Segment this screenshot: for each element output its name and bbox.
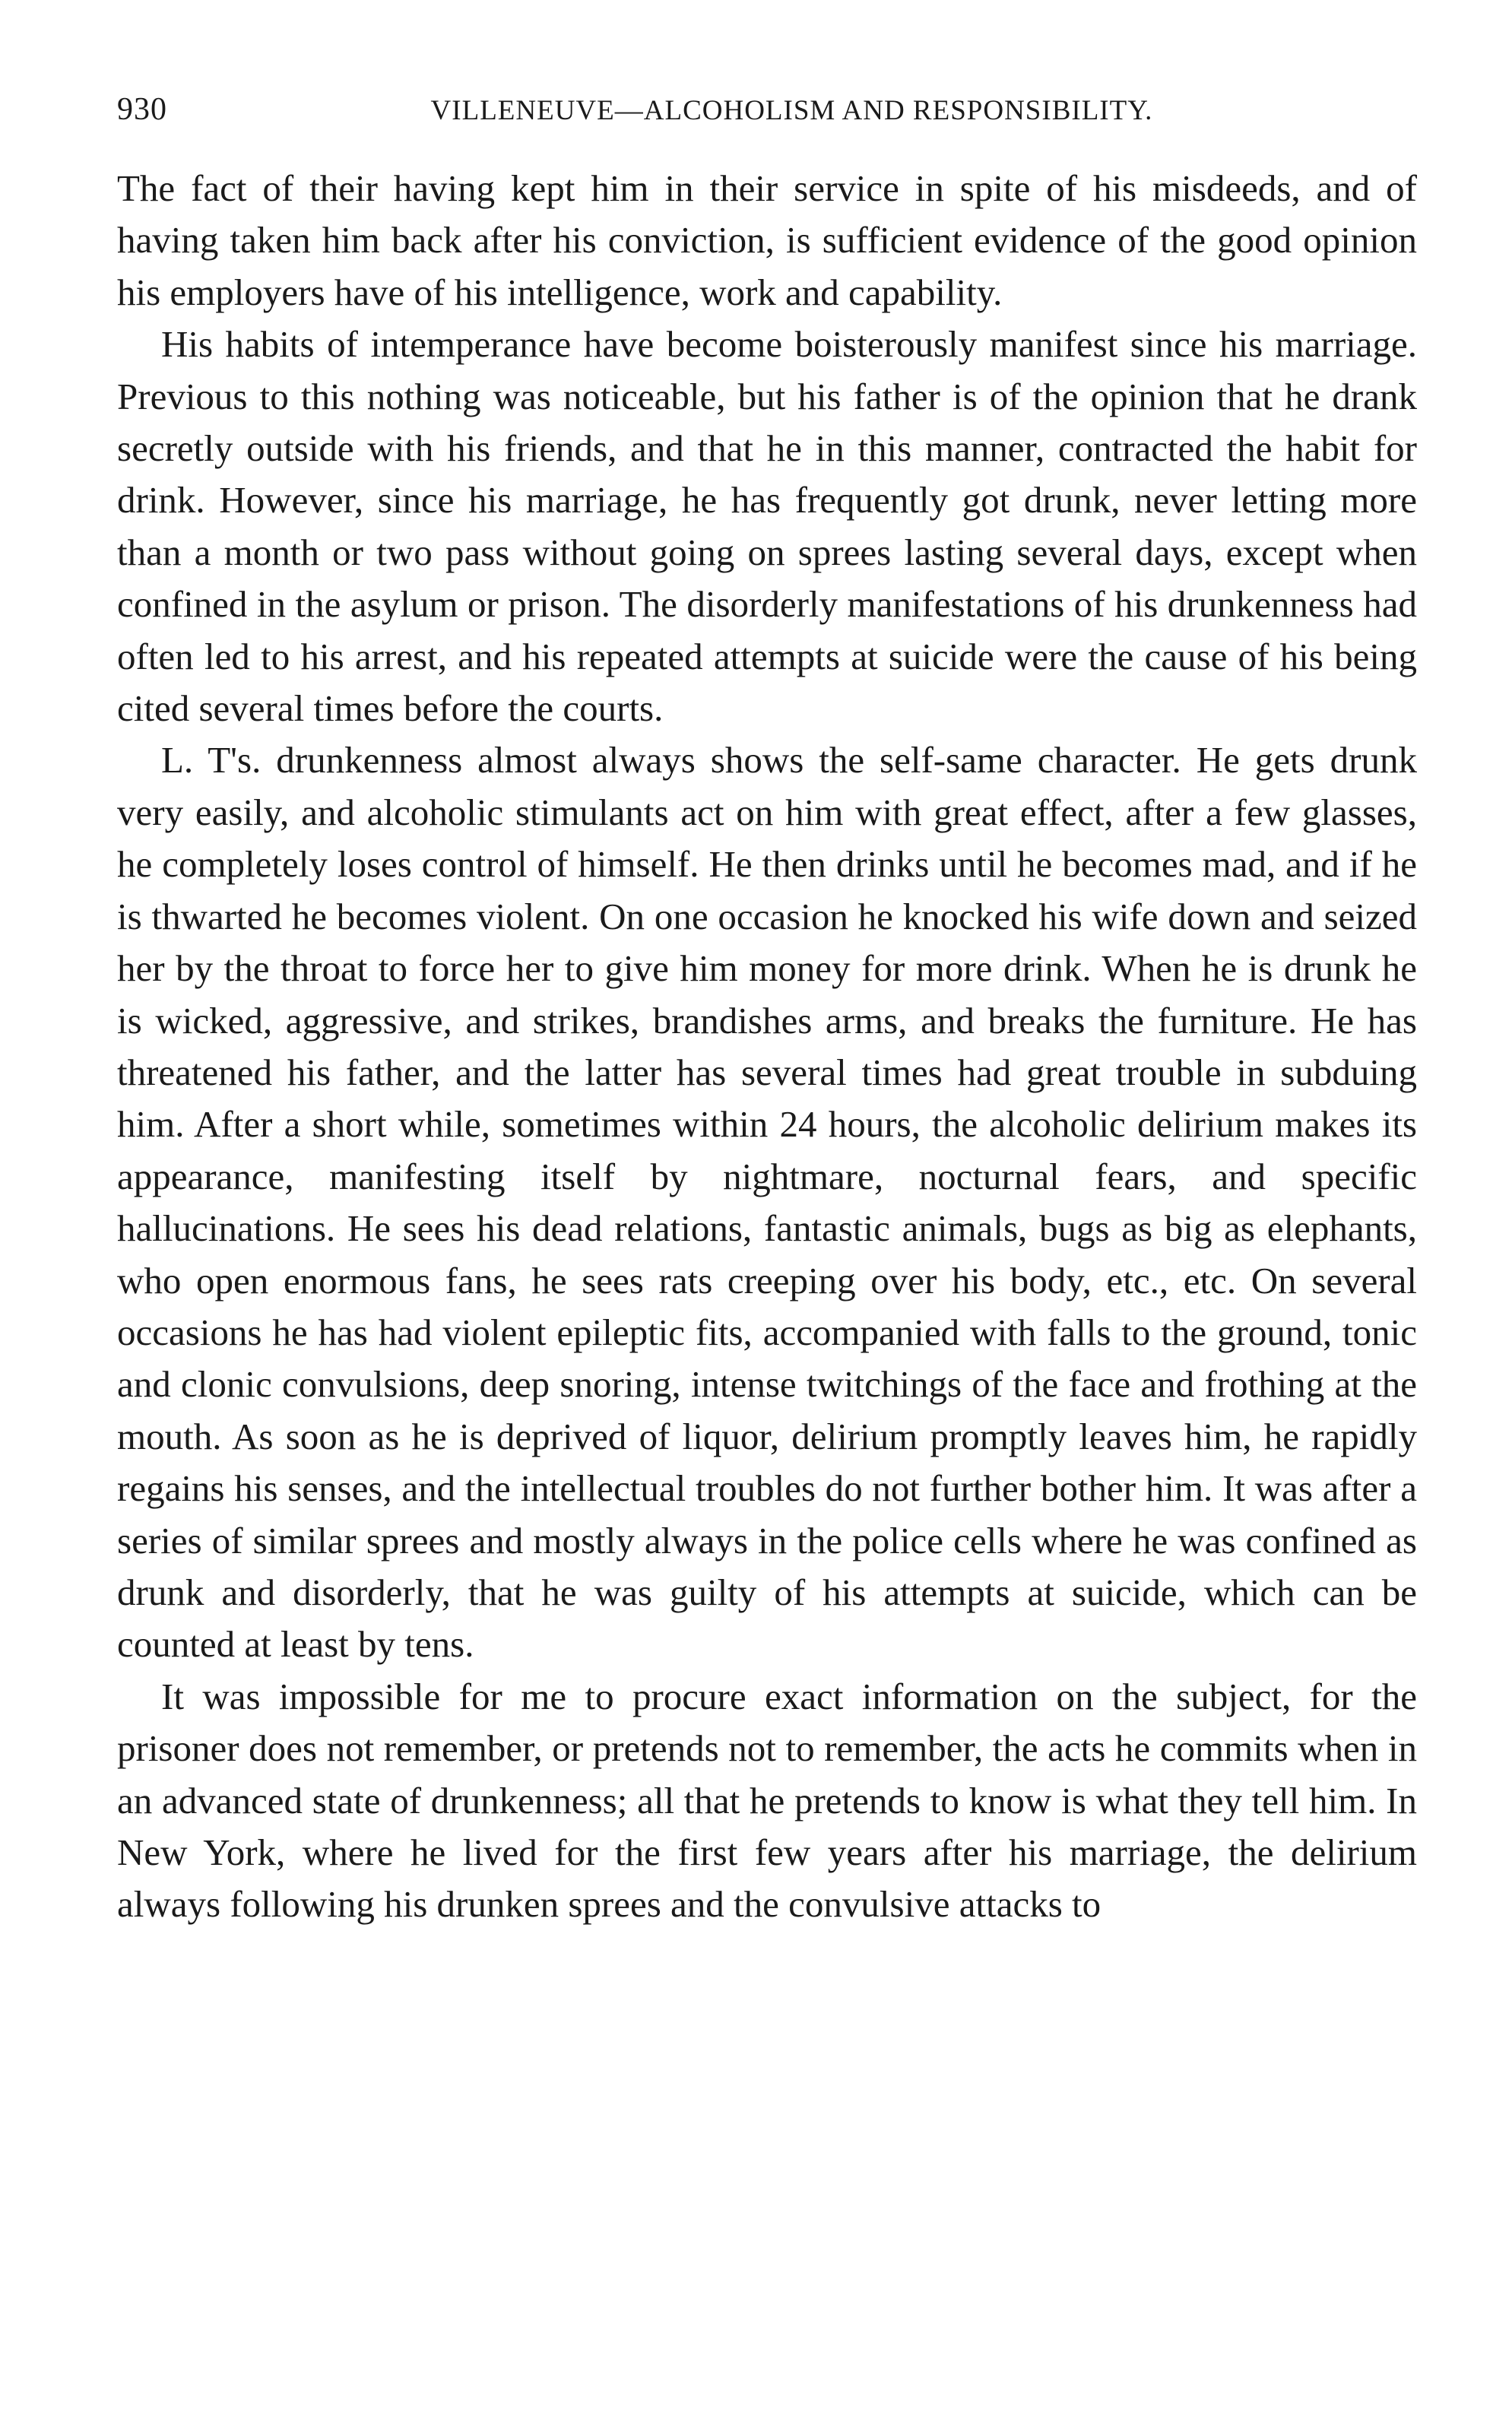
paragraph-3: L. T's. drunkenness almost always shows the self-same character. He gets drunk very easily, and alcoholic stimulants act on him with great effect, after a few glasses, he completely loses control of himself. He then drinks until he becomes mad, and if he is thwarted he becomes violent. On one occasion he knocked his wife down and seized her by the throat to force her to give him money for more drink. When he is drunk he is wicked, aggressive, and strikes, brandishes arms, and breaks the furniture. He has threatened his father, and the latter has several times had great trouble in subduing him. After a short while, sometimes within 24 hours, the alcoholic delirium makes its appearance, manifesting itself by nightmare, nocturnal fears, and specific hallucinations. He sees his dead relations, fantastic animals, bugs as big as elephants, who open enormous fans, he sees rats creeping over his body, etc., etc. On several occasions he has had violent epileptic fits, accompanied with falls to the ground, tonic and clonic convulsions, deep snoring, intense twitchings of the face and frothing at the mouth. As soon as he is deprived of liquor, delirium promptly leaves him, he rapidly regains his senses, and the intellectual troubles do not further bother him. It was after a series of similar sprees and mostly always in the police cells where he was confined as drunk and disorderly, that he was guilty of his attempts at suicide, which can be counted at least by tens.	[117, 739, 1417, 1666]
running-title: VILLENEUVE—ALCOHOLISM AND RESPONSIBILITY.	[430, 95, 1153, 126]
paragraph-4: It was impossible for me to procure exact information on the subject, for the prisoner does not remember, or pretends not to remember, the acts he commits when in an advanced state of drunkenness; all that he pretends to know is what they tell him. In New York, where he lived for the first few years after his marriage, the delirium always following his drunken sprees and the convulsive attacks to	[117, 1675, 1417, 1926]
page-number: 930	[117, 92, 167, 127]
body-text	[117, 163, 1417, 1931]
page-header	[117, 91, 1417, 152]
book-page	[117, 91, 1417, 1931]
paragraph-1: The fact of their having kept him in their service in spite of his misdeeds, and of having taken him back after his conviction, is sufficient evidence of the good opinion his employers have of his intelligence, work and capability.	[117, 167, 1417, 313]
paragraph-2: His habits of intemperance have become boisterously manifest since his marriage. Previous to this nothing was noticeable, but his father is of the opinion that he drank secretly outside with his friends, and that he in this manner, contracted the habit for drink. However, since his marriage, he has frequently got drunk, never letting more than a month or two pass without going on sprees lasting several days, except when confined in the asylum or prison. The disorderly manifestations of his drunkenness had often led to his arrest, and his repeated attempts at suicide were the cause of his being cited several times before the courts.	[117, 323, 1417, 730]
